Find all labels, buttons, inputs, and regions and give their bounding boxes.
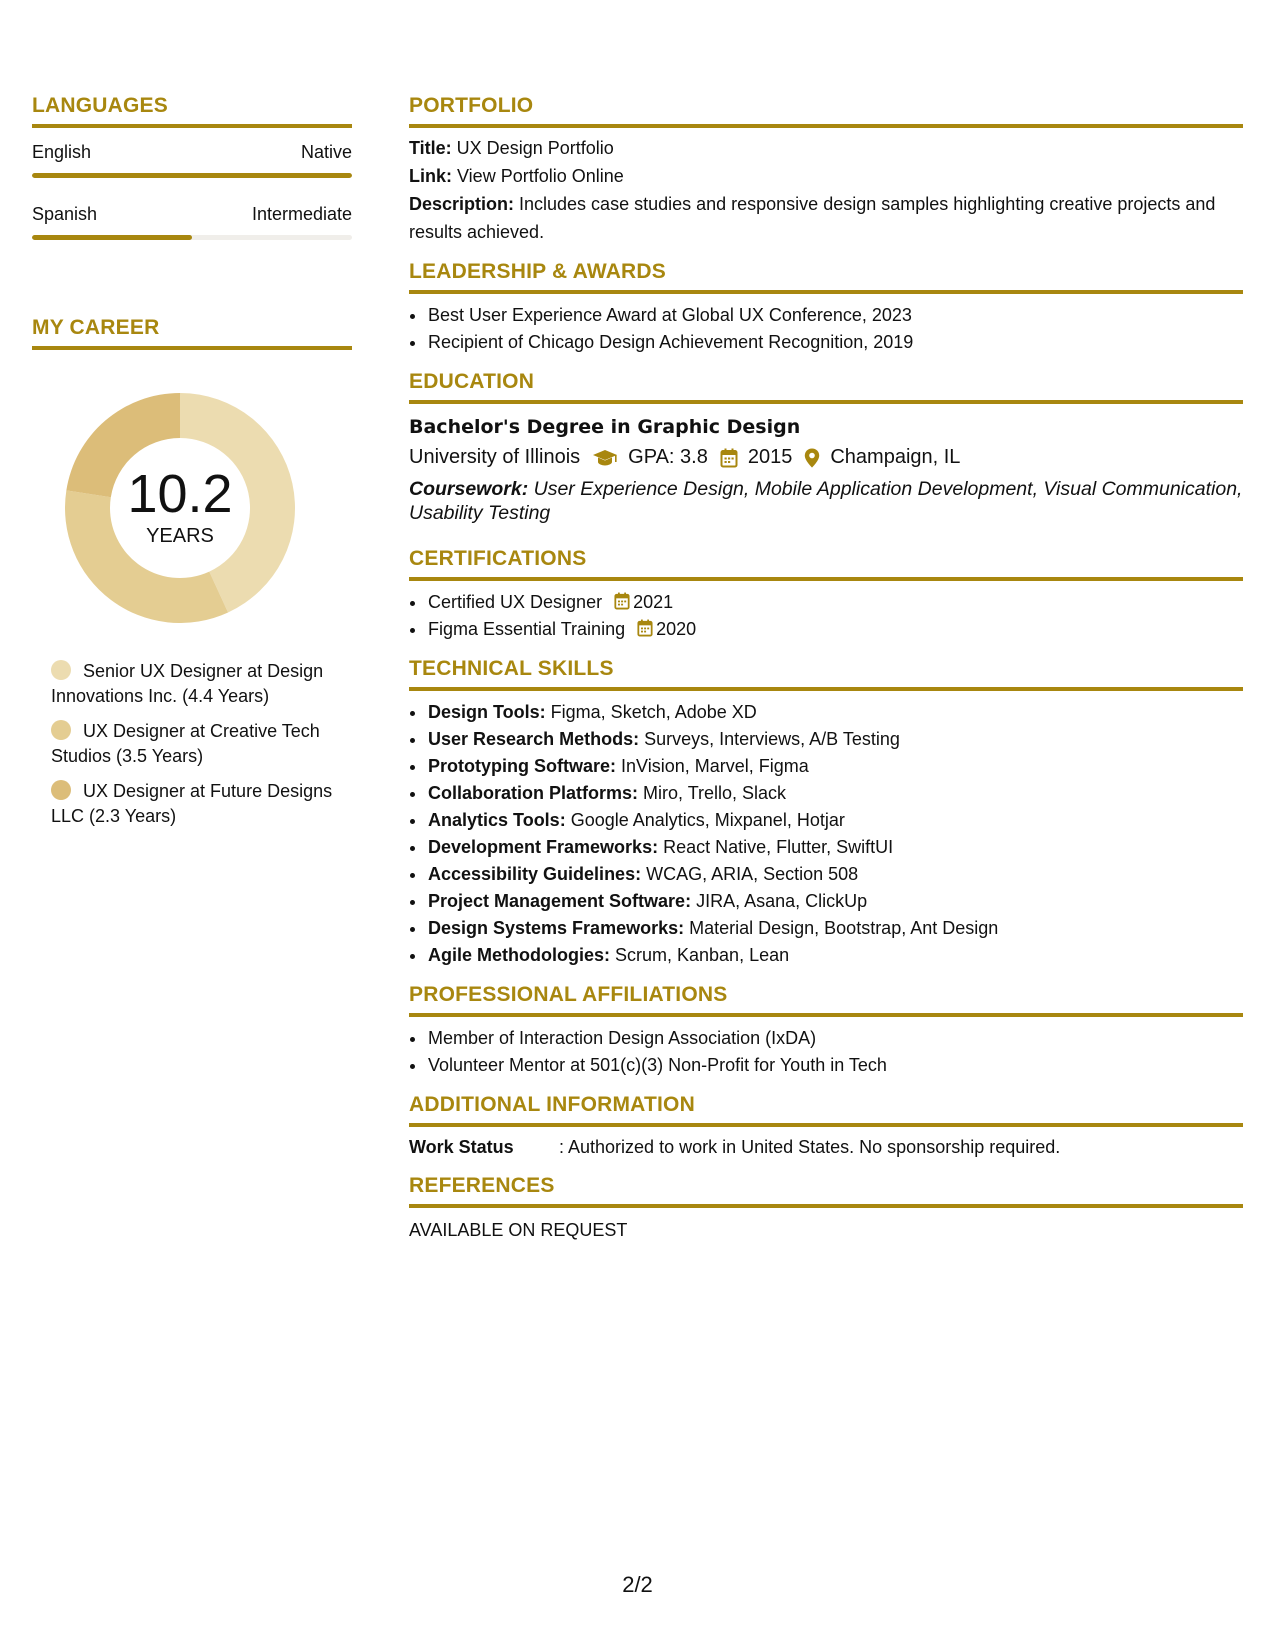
skill-label: Agile Methodologies: [428, 945, 610, 965]
donut-center [65, 393, 295, 623]
list-item [427, 616, 1243, 643]
career-total-years: 10.2 [127, 464, 233, 524]
skill-label: User Research Methods: [428, 729, 640, 749]
language-level: Intermediate [251, 204, 352, 224]
map-pin-icon [804, 448, 820, 468]
calendar-icon [614, 592, 630, 610]
calendar-icon [720, 448, 738, 468]
skill-label: Prototyping Software: [428, 756, 616, 776]
field-label: Title: [409, 138, 452, 158]
skill-item [427, 942, 1243, 969]
calendar-icon [637, 619, 653, 637]
career-legend-text: UX Designer at Creative Tech Studios (3.5 Years) [51, 721, 320, 766]
skill-item [427, 699, 1243, 726]
field-value: Includes case studies and responsive design samples highlighting creative projects and results achieved. [409, 194, 1216, 242]
portfolio-section [409, 134, 1243, 246]
portfolio-title: PORTFOLIO [409, 94, 1243, 128]
skill-label: Accessibility Guidelines: [428, 864, 642, 884]
skills-list [409, 699, 1243, 969]
skill-value: Surveys, Interviews, A/B Testing [639, 729, 900, 749]
field-value: UX Design Portfolio [451, 138, 614, 158]
skill-value: React Native, Flutter, SwiftUI [658, 837, 894, 857]
field-label: Link: [409, 166, 452, 186]
skill-item [427, 753, 1243, 780]
list-item: • Member of Interaction Design Association (IxDA) [427, 1025, 1243, 1052]
list-item: • Recipient of Chicago Design Achievement Recognition, 2019 [427, 329, 1243, 356]
portfolio-link-line [409, 162, 1243, 190]
skill-label: Project Management Software: [428, 891, 692, 911]
skill-label: Analytics Tools: [428, 810, 566, 830]
skill-label: Design Systems Frameworks: [428, 918, 685, 938]
legend-dot [51, 780, 71, 800]
languages-title: LANGUAGES [32, 94, 352, 128]
degree-title: Bachelor's Degree in Graphic Design [409, 416, 801, 438]
school-name: University of Illinois [409, 446, 581, 468]
list-item: • Best User Experience Award at Global UX Conference, 2023 [427, 302, 1243, 329]
gpa: GPA: 3.8 [628, 446, 708, 468]
skill-value: Scrum, Kanban, Lean [610, 945, 790, 965]
career-legend-text: Senior UX Designer at Design Innovations Inc. (4.4 Years) [51, 661, 324, 706]
skill-label: Design Tools: [428, 702, 546, 722]
career-legend-text: UX Designer at Future Designs LLC (2.3 Years) [51, 781, 333, 826]
school-location: Champaign, IL [830, 446, 961, 468]
references-text: AVAILABLE ON REQUEST [409, 1220, 628, 1240]
certification-year: 2020 [656, 619, 697, 639]
skill-value: Google Analytics, Mixpanel, Hotjar [565, 810, 845, 830]
career-legend-item [51, 779, 341, 829]
skill-label: Collaboration Platforms: [428, 783, 639, 803]
legend-dot [51, 720, 71, 740]
portfolio-title-line [409, 134, 1243, 162]
skill-item [427, 915, 1243, 942]
list-item: • Volunteer Mentor at 501(c)(3) Non-Profit for Youth in Tech [427, 1052, 1243, 1079]
language-level-fill [32, 173, 352, 178]
portfolio-description [409, 190, 1243, 246]
references-title: REFERENCES [409, 1174, 1243, 1208]
certifications-list [409, 589, 1243, 643]
skill-item [427, 834, 1243, 861]
career-legend [32, 659, 352, 829]
legend-dot [51, 660, 71, 680]
awards-list [409, 302, 1243, 356]
skill-value: InVision, Marvel, Figma [616, 756, 809, 776]
skill-item [427, 807, 1243, 834]
language-level-bar [32, 173, 352, 178]
education-title: EDUCATION [409, 370, 1243, 404]
career-total-label: YEARS [146, 525, 214, 547]
graduation-cap-icon [592, 449, 618, 467]
career-title: MY CAREER [32, 316, 352, 350]
language-name: Spanish [32, 204, 98, 224]
graduation-year: 2015 [747, 446, 793, 468]
right-column [409, 94, 1243, 1241]
work-status-row [409, 1137, 1243, 1158]
page-number: 2/2 [622, 1572, 653, 1597]
skill-value: JIRA, Asana, ClickUp [691, 891, 868, 911]
coursework-label: Coursework: [409, 478, 529, 500]
language-level: Native [300, 142, 352, 162]
language-name: English [32, 142, 92, 162]
certification-year: 2021 [633, 592, 674, 612]
skill-value: Material Design, Bootstrap, Ant Design [684, 918, 999, 938]
affiliations-title: PROFESSIONAL AFFILIATIONS [409, 983, 1243, 1017]
coursework-value: User Experience Design, Mobile Application Development, Visual Communication, Usability Testing [409, 478, 1243, 524]
skill-item [427, 861, 1243, 888]
affiliations-list [409, 1025, 1243, 1079]
career-donut-chart [65, 393, 295, 623]
work-status-label: Work Status [409, 1137, 514, 1157]
skill-value: Miro, Trello, Slack [638, 783, 787, 803]
language-item [32, 204, 352, 240]
certifications-title: CERTIFICATIONS [409, 547, 1243, 581]
language-level-fill [32, 235, 192, 240]
work-status-value: : Authorized to work in United States. No sponsorship required. [559, 1137, 1061, 1157]
skill-value: Figma, Sketch, Adobe XD [545, 702, 757, 722]
career-legend-item [51, 719, 341, 769]
awards-title: LEADERSHIP & AWARDS [409, 260, 1243, 294]
skill-item [427, 780, 1243, 807]
language-level-bar [32, 235, 352, 240]
portfolio-link[interactable]: View Portfolio Online [452, 166, 624, 186]
certification-name: Figma Essential Training [428, 619, 626, 639]
skills-title: TECHNICAL SKILLS [409, 657, 1243, 691]
additional-info-title: ADDITIONAL INFORMATION [409, 1093, 1243, 1127]
skill-label: Development Frameworks: [428, 837, 659, 857]
skill-item [427, 726, 1243, 753]
coursework [409, 477, 1243, 525]
list-item [427, 589, 1243, 616]
education-meta [409, 446, 1243, 469]
career-legend-item [51, 659, 341, 709]
skill-value: WCAG, ARIA, Section 508 [641, 864, 859, 884]
skill-item [427, 888, 1243, 915]
field-label: Description: [409, 194, 515, 214]
certification-name: Certified UX Designer [428, 592, 603, 612]
left-column [32, 94, 352, 839]
language-item [32, 142, 352, 178]
